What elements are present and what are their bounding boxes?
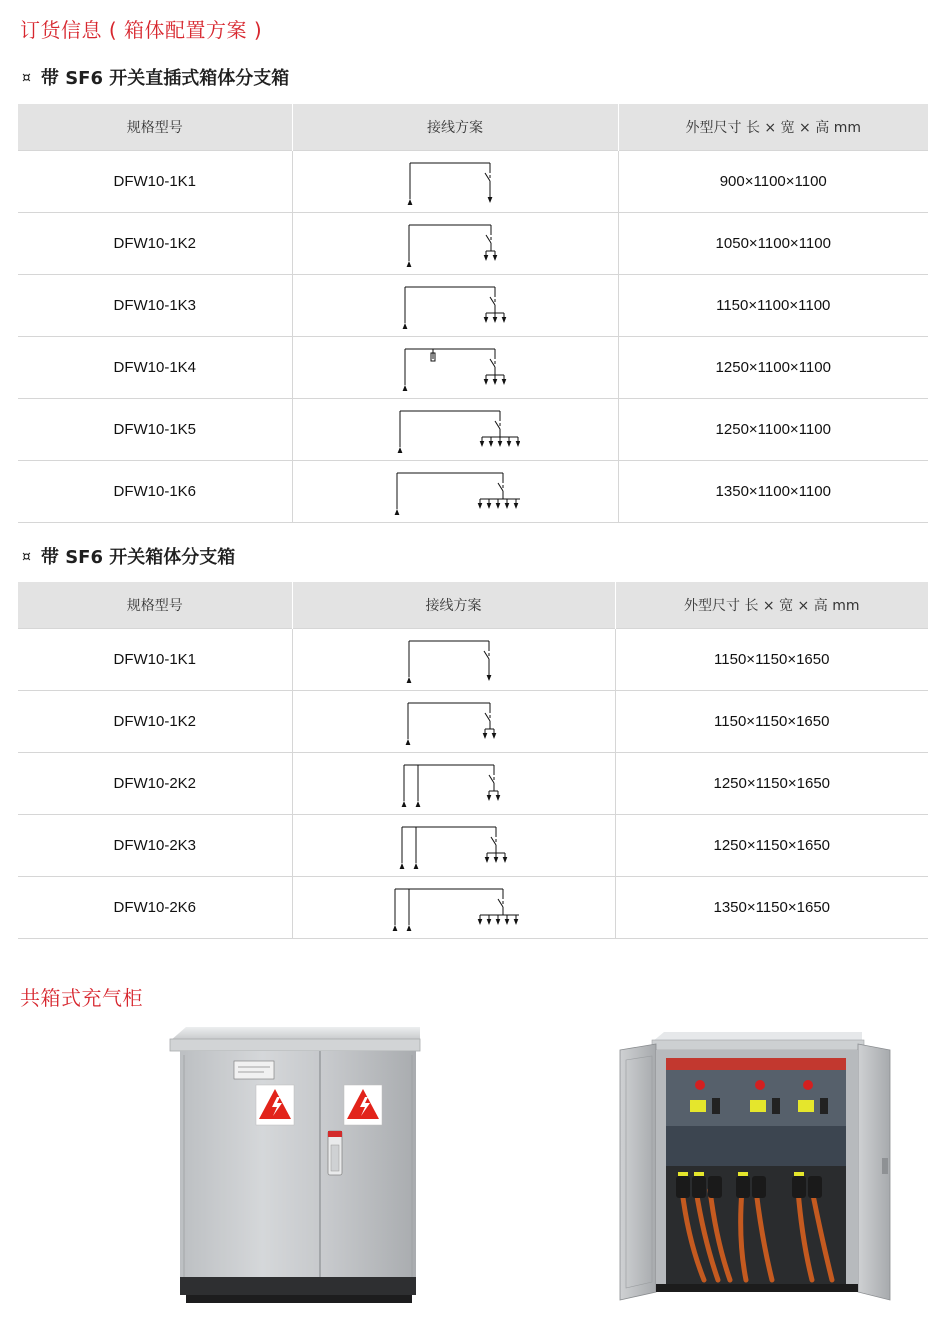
section-title: 带 SF6 开关直插式箱体分支箱 xyxy=(40,68,290,89)
table-row xyxy=(18,213,928,275)
warning-sign-icon xyxy=(344,1085,382,1125)
model-cell: DFW10-1K2 xyxy=(18,691,292,753)
col-header-model: 规格型号 xyxy=(18,104,292,151)
col-header-wiring: 接线方案 xyxy=(292,582,615,629)
model-cell: DFW10-1K5 xyxy=(18,399,292,461)
section-marker-icon: ¤ xyxy=(22,549,31,565)
warning-sign-icon xyxy=(256,1085,294,1125)
wiring-diagram-cell xyxy=(292,275,618,337)
spec-table-box xyxy=(18,582,928,939)
section-title: 带 SF6 开关箱体分支箱 xyxy=(40,547,236,568)
wiring-diagram-icon xyxy=(389,697,519,747)
size-cell: 1350×1100×1100 xyxy=(618,461,928,523)
page-title: 订货信息 ( 箱体配置方案 ) xyxy=(20,18,263,42)
cabinet-section-title: 共箱式充气柜 xyxy=(20,986,143,1010)
size-cell: 1050×1100×1100 xyxy=(618,213,928,275)
table-row xyxy=(18,691,928,753)
size-cell: 1250×1150×1650 xyxy=(615,815,928,877)
col-header-wiring: 接线方案 xyxy=(292,104,618,151)
wiring-diagram-cell xyxy=(292,815,615,877)
wiring-diagram-cell xyxy=(292,691,615,753)
table-row xyxy=(18,815,928,877)
model-cell: DFW10-1K2 xyxy=(18,213,292,275)
size-cell: 1250×1150×1650 xyxy=(615,753,928,815)
spec-table-direct-insert xyxy=(18,104,928,523)
wiring-diagram-icon xyxy=(390,281,520,331)
wiring-diagram-icon xyxy=(389,821,519,871)
model-cell: DFW10-2K6 xyxy=(18,877,292,939)
table-row xyxy=(18,461,928,523)
size-cell: 1350×1150×1650 xyxy=(615,877,928,939)
section-heading-direct-insert xyxy=(22,64,289,90)
table-row xyxy=(18,877,928,939)
table-row xyxy=(18,753,928,815)
table-row xyxy=(18,629,928,691)
wiring-diagram-cell xyxy=(292,629,615,691)
table-row xyxy=(18,337,928,399)
wiring-diagram-icon xyxy=(389,635,519,685)
size-cell: 1150×1150×1650 xyxy=(615,629,928,691)
model-cell: DFW10-2K3 xyxy=(18,815,292,877)
wiring-diagram-cell xyxy=(292,337,618,399)
wiring-diagram-icon xyxy=(390,343,520,393)
wiring-diagram-cell xyxy=(292,213,618,275)
size-cell: 1250×1100×1100 xyxy=(618,337,928,399)
model-cell: DFW10-1K1 xyxy=(18,629,292,691)
table-row xyxy=(18,151,928,213)
table-row xyxy=(18,275,928,337)
size-cell: 1150×1150×1650 xyxy=(615,691,928,753)
closed-cabinet-photo xyxy=(166,1025,424,1310)
size-cell: 900×1100×1100 xyxy=(618,151,928,213)
size-cell: 1250×1100×1100 xyxy=(618,399,928,461)
model-cell: DFW10-1K6 xyxy=(18,461,292,523)
wiring-diagram-cell xyxy=(292,753,615,815)
model-cell: DFW10-1K1 xyxy=(18,151,292,213)
table-header-row xyxy=(18,582,928,629)
wiring-diagram-cell xyxy=(292,399,618,461)
section-marker-icon: ¤ xyxy=(22,70,31,86)
model-cell: DFW10-1K4 xyxy=(18,337,292,399)
open-cabinet-photo xyxy=(612,1030,902,1310)
model-cell: DFW10-2K2 xyxy=(18,753,292,815)
col-header-size: 外型尺寸 长 × 宽 × 高 mm xyxy=(618,104,928,151)
wiring-diagram-cell xyxy=(292,151,618,213)
section-heading-box xyxy=(22,543,235,569)
table-header-row xyxy=(18,104,928,151)
wiring-diagram-icon xyxy=(389,883,519,933)
wiring-diagram-cell xyxy=(292,461,618,523)
wiring-diagram-cell xyxy=(292,877,615,939)
wiring-diagram-icon xyxy=(390,467,520,517)
table-row xyxy=(18,399,928,461)
col-header-model: 规格型号 xyxy=(18,582,292,629)
wiring-diagram-icon xyxy=(389,759,519,809)
wiring-diagram-icon xyxy=(390,219,520,269)
wiring-diagram-icon xyxy=(390,157,520,207)
size-cell: 1150×1100×1100 xyxy=(618,275,928,337)
col-header-size: 外型尺寸 长 × 宽 × 高 mm xyxy=(615,582,928,629)
model-cell: DFW10-1K3 xyxy=(18,275,292,337)
wiring-diagram-icon xyxy=(390,405,520,455)
